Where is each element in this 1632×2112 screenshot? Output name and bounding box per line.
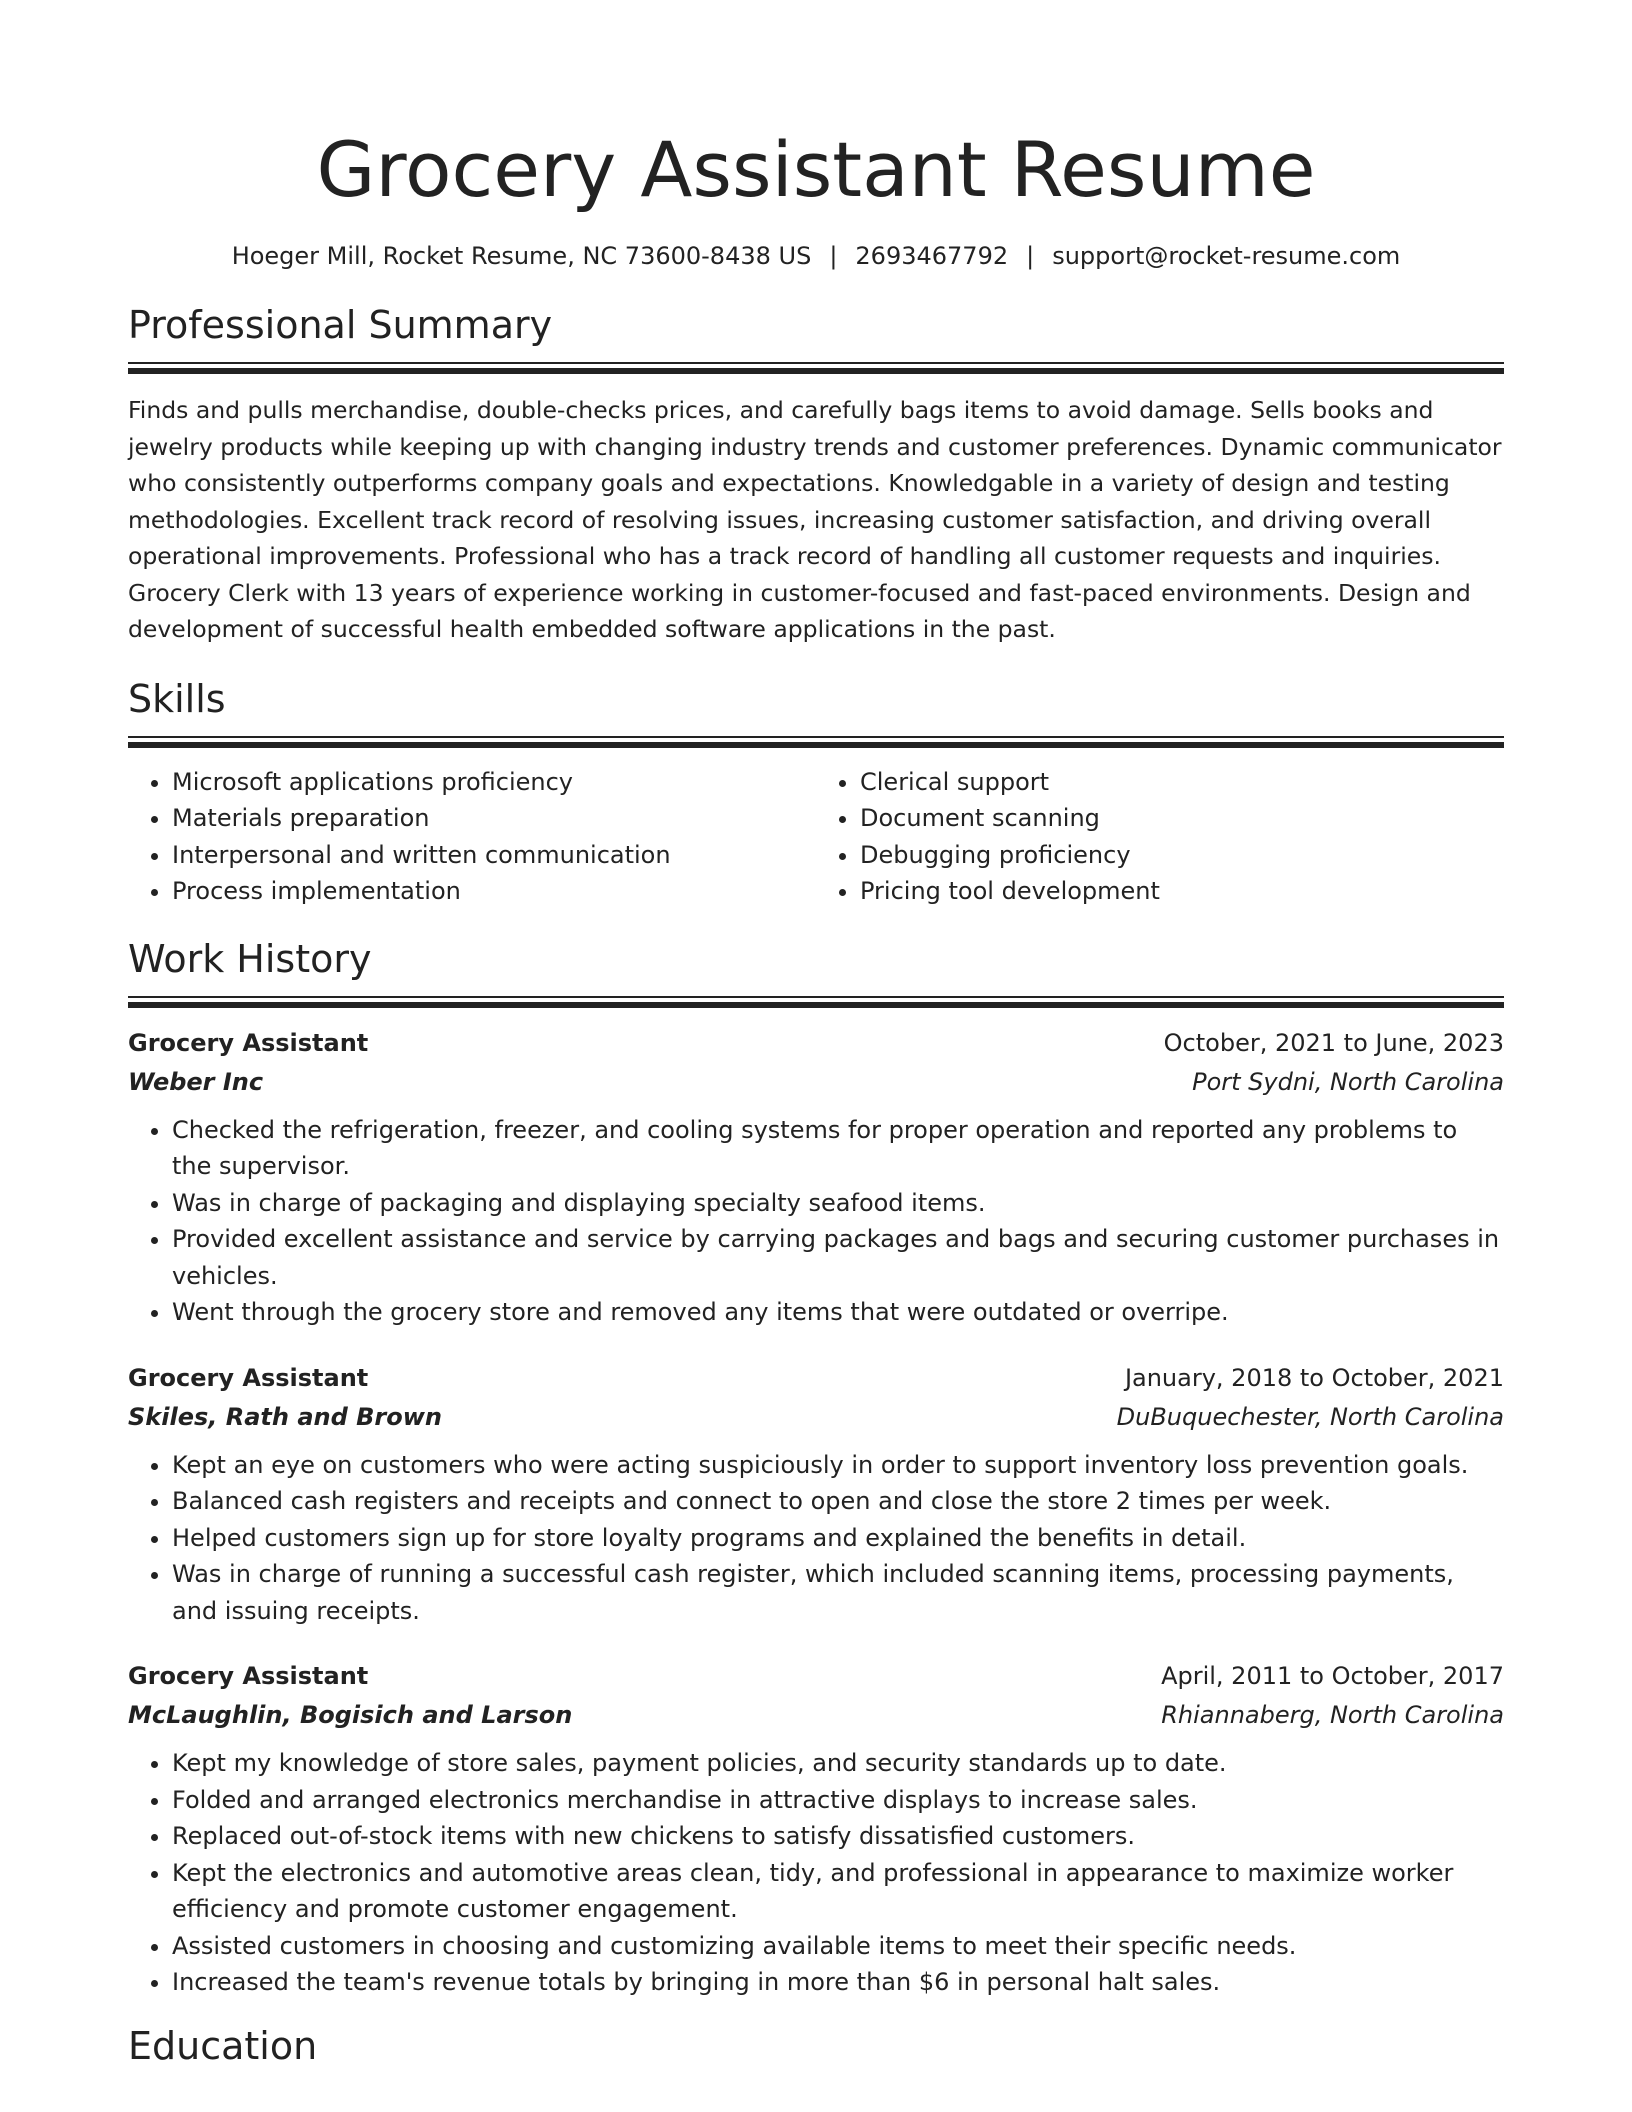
job-bullet: • Provided excellent assistance and service by carrying packages and bags and securing customer purchases in vehicles. bbox=[172, 1221, 1504, 1294]
job-entry bbox=[128, 1657, 1504, 2001]
contact-address: Hoeger Mill, Rocket Resume, NC 73600-8438 US bbox=[231, 242, 812, 270]
job-title: Grocery Assistant bbox=[128, 1363, 369, 1392]
job-bullet: • Increased the team's revenue totals by bringing in more than $6 in personal halt sales. bbox=[172, 1964, 1504, 2001]
job-bullet: • Helped customers sign up for store loyalty programs and explained the benefits in detail. bbox=[172, 1520, 1504, 1557]
job-bullet: • Balanced cash registers and receipts and connect to open and close the store 2 times per week. bbox=[172, 1483, 1504, 1520]
job-location: DuBuquechester, North Carolina bbox=[1116, 1402, 1504, 1431]
job-bullet: • Replaced out-of-stock items with new chickens to satisfy dissatisfied customers. bbox=[172, 1818, 1504, 1855]
job-bullet: • Assisted customers in choosing and customizing available items to meet their specific needs. bbox=[172, 1928, 1504, 1965]
skill-item: • Microsoft applications proficiency bbox=[172, 764, 816, 801]
skills-list bbox=[128, 764, 1504, 910]
job-company: Weber Inc bbox=[128, 1067, 264, 1096]
education-heading: Education bbox=[128, 2023, 318, 2068]
job-location: Rhiannaberg, North Carolina bbox=[1161, 1701, 1504, 1729]
contact-phone: 2693467792 bbox=[855, 242, 1009, 270]
job-bullet: • Was in charge of running a successful cash register, which included scanning items, processing payments, and issuing receipts. bbox=[172, 1556, 1504, 1629]
job-dates: January, 2018 to October, 2021 bbox=[1124, 1363, 1504, 1392]
work-history-section bbox=[128, 936, 1504, 2001]
contact-line bbox=[128, 240, 1504, 272]
skills-column-right bbox=[816, 764, 1504, 910]
skills-section bbox=[128, 676, 1504, 910]
job-company: Skiles, Rath and Brown bbox=[128, 1402, 443, 1431]
skill-item: • Process implementation bbox=[172, 873, 816, 910]
resume-title: Grocery Assistant Resume bbox=[316, 125, 1316, 214]
skill-item: • Materials preparation bbox=[172, 800, 816, 837]
job-company: McLaughlin, Bogisich and Larson bbox=[128, 1701, 573, 1729]
skill-item: • Document scanning bbox=[860, 800, 1504, 837]
skill-item: • Clerical support bbox=[860, 764, 1504, 801]
summary-text: Finds and pulls merchandise, double-checks prices, and carefully bags items to avoid damage. Sells books and jewelry products while keeping up with changing industry trends and customer preferences. Dynamic communicator who consistently outperforms company goals and expectations. Knowledgable in a variety of design and testing methodologies. Excellent track record of resolving issues, increasing customer satisfaction, and driving overall operational improvements. Professional who has a track record of handling all customer requests and inquiries. Grocery Clerk with 13 years of experience working in customer-focused and fast-paced environments. Design and development of successful health embedded software applications in the past. bbox=[128, 396, 1502, 643]
skills-heading: Skills bbox=[128, 676, 226, 721]
job-bullets bbox=[128, 1112, 1504, 1331]
summary-section bbox=[128, 302, 1504, 648]
resume-page bbox=[128, 0, 1504, 2069]
skill-item: • Pricing tool development bbox=[860, 873, 1504, 910]
section-divider bbox=[128, 362, 1504, 374]
section-divider bbox=[128, 736, 1504, 748]
work-history-heading: Work History bbox=[128, 936, 372, 981]
job-bullet: • Was in charge of packaging and displaying specialty seafood items. bbox=[172, 1185, 1504, 1222]
summary-heading: Professional Summary bbox=[128, 303, 553, 347]
job-bullet: • Kept the electronics and automotive areas clean, tidy, and professional in appearance to maximize worker efficiency and promote customer engagement. bbox=[172, 1855, 1504, 1928]
job-location: Port Sydni, North Carolina bbox=[1192, 1067, 1504, 1096]
education-section bbox=[128, 2023, 1504, 2069]
contact-email: support@rocket-resume.com bbox=[1052, 242, 1401, 270]
job-dates: October, 2021 to June, 2023 bbox=[1163, 1028, 1504, 1057]
job-entry bbox=[128, 1024, 1504, 1331]
job-bullet: • Kept my knowledge of store sales, payment policies, and security standards up to date. bbox=[172, 1745, 1504, 1782]
job-bullet: • Folded and arranged electronics merchandise in attractive displays to increase sales. bbox=[172, 1782, 1504, 1819]
job-title: Grocery Assistant bbox=[128, 1662, 369, 1690]
skill-item: • Debugging proficiency bbox=[860, 837, 1504, 874]
job-dates: April, 2011 to October, 2017 bbox=[1161, 1662, 1504, 1690]
job-bullet: • Checked the refrigeration, freezer, and cooling systems for proper operation and reported any problems to the supervisor. bbox=[172, 1112, 1504, 1185]
job-bullets bbox=[128, 1447, 1504, 1630]
job-bullet: • Kept an eye on customers who were acting suspiciously in order to support inventory loss prevention goals. bbox=[172, 1447, 1504, 1484]
job-bullets bbox=[128, 1745, 1504, 2001]
job-entry bbox=[128, 1359, 1504, 1630]
contact-separator: | bbox=[829, 242, 838, 270]
job-title: Grocery Assistant bbox=[128, 1028, 369, 1057]
skill-item: • Interpersonal and written communication bbox=[172, 837, 816, 874]
contact-separator: | bbox=[1026, 242, 1035, 270]
section-divider bbox=[128, 996, 1504, 1008]
skills-column-left bbox=[128, 764, 816, 910]
job-bullet: • Went through the grocery store and removed any items that were outdated or overripe. bbox=[172, 1294, 1504, 1331]
